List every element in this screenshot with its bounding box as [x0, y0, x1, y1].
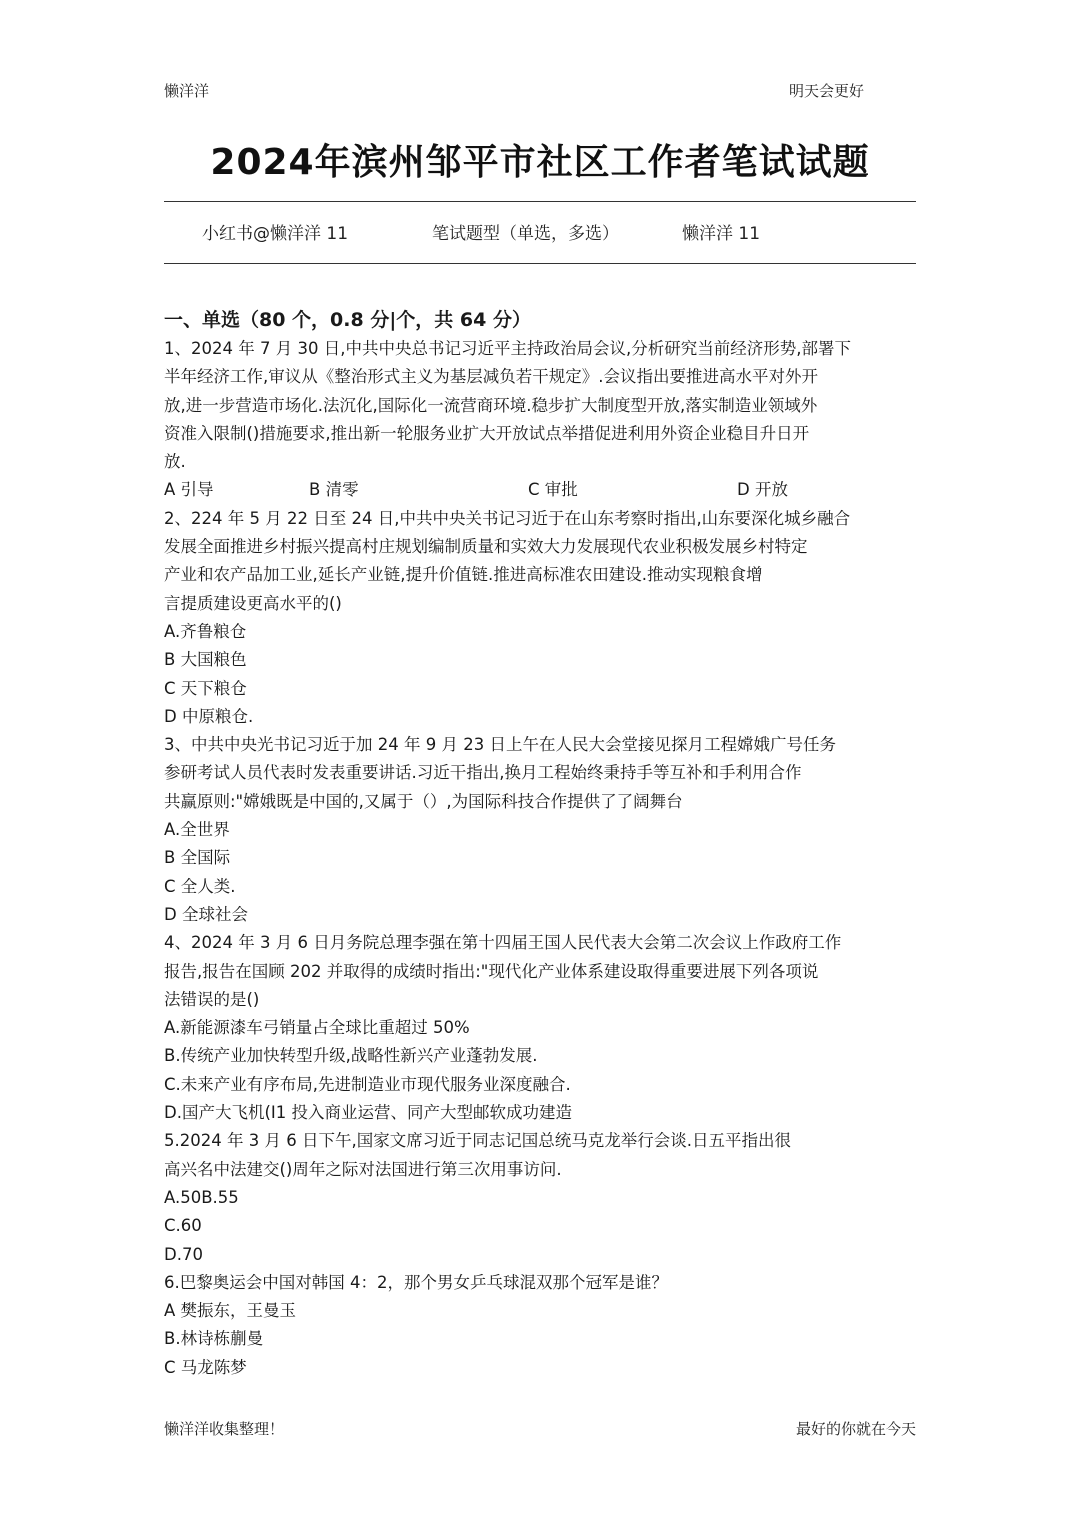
header-right-text: 明天会更好 — [788, 82, 864, 100]
question-content — [164, 305, 924, 1382]
option-a: A.全世界 — [164, 820, 230, 840]
question-line: 1、2024 年 7 月 30 日,中共中央总书记习近平主持政治局会议,分析研究当前经济形势,部署下 — [164, 339, 851, 358]
question-1 — [164, 335, 924, 505]
question-6 — [164, 1269, 924, 1382]
option-b: B 大国粮色 — [164, 650, 247, 670]
question-line: 6.巴黎奥运会中国对韩国 4：2，那个男女乒乓球混双那个冠军是谁？ — [164, 1272, 668, 1292]
option-a: A.齐鲁粮仓 — [164, 621, 247, 641]
question-line: 高兴名中法建交()周年之际对法国进行第三次用事访问. — [164, 1159, 562, 1179]
option-a: A 引导 — [164, 480, 214, 500]
option-c: C 天下粮仓 — [164, 678, 247, 698]
footer-right-text: 最好的你就在今天 — [795, 1420, 916, 1438]
question-line: 3、中共中央光书记习近于加 24 年 9 月 23 日上午在人民大会堂接见探月工程嫦娥广号任务 — [164, 735, 836, 755]
question-line: 法错误的是() — [164, 989, 260, 1009]
question-line: 言提质建设更高水平的() — [164, 593, 342, 613]
question-line: 放. — [164, 452, 186, 472]
meta-author: 懒洋洋 11 — [682, 224, 761, 244]
question-line: 共赢原则:"嫦娥既是中国的,又属于（）,为国际科技合作提供了了阔舞台 — [164, 791, 683, 811]
footer-left-text: 懒洋洋收集整理！ — [164, 1420, 285, 1438]
page-title: 2024年滨州邹平市社区工作者笔试试题 — [210, 142, 870, 183]
question-2 — [164, 505, 924, 731]
top-divider — [164, 201, 916, 202]
question-line: 半年经济工作,审议从《整治形式主义为基层减负若干规定》.会议指出要推进高水平对外开 — [164, 367, 818, 387]
option-d: D.国产大飞机(I1 投入商业运营、同产大型邮软成功建造 — [164, 1103, 572, 1123]
question-line: 发展全面推进乡村振兴提高村庄规划编制质量和实效大力发展现代农业积极发展乡村特定 — [164, 537, 808, 557]
option-b: B 清零 — [309, 480, 359, 500]
meta-source: 小红书@懒洋洋 11 — [202, 224, 349, 244]
option-d: D 开放 — [737, 480, 788, 500]
option-d: D 中原粮仓. — [164, 706, 254, 726]
option-c: C.60 — [164, 1216, 202, 1236]
question-1-options — [164, 476, 924, 504]
option-a: A 樊振东，王曼玉 — [164, 1301, 297, 1321]
option-c: C 全人类. — [164, 876, 236, 896]
option-ab: A.50B.55 — [164, 1187, 239, 1207]
option-b: B.林诗栋蒯曼 — [164, 1329, 264, 1349]
meta-question-type: 笔试题型（单选，多选） — [432, 224, 619, 244]
header-left-text: 懒洋洋 — [164, 82, 210, 100]
question-line: 5.2024 年 3 月 6 日下午,国家文席习近于同志记国总统马克龙举行会谈.日五平指出很 — [164, 1131, 791, 1151]
option-b: B.传统产业加快转型升级,战略性新兴产业蓬勃发展. — [164, 1046, 538, 1066]
question-4 — [164, 929, 924, 1127]
option-a: A.新能源漆车弓销量占全球比重超过 50% — [164, 1018, 470, 1038]
question-line: 放,进一步营造市场化.法沉化,国际化一流营商环境.稳步扩大制度型开放,落实制造业领域外 — [164, 395, 818, 415]
option-d: D 全球社会 — [164, 904, 248, 924]
option-c: C 马龙陈梦 — [164, 1357, 247, 1377]
question-line: 参研考试人员代表时发表重要讲话.习近干指出,换月工程始终秉持手等互补和手利用合作 — [164, 763, 802, 783]
question-line: 报告,报告在国顾 202 并取得的成绩时指出:"现代化产业体系建设取得重要进展下列各项说 — [164, 961, 819, 981]
question-line: 2、224 年 5 月 22 日至 24 日,中共中央关书记习近于在山东考察时指出,山东要深化城乡融合 — [164, 508, 851, 528]
section-heading: 一、单选（80 个，0.8 分|个，共 64 分） — [164, 309, 531, 331]
question-line: 4、2024 年 3 月 6 日月务院总理李强在第十四届王国人民代表大会第二次会议上作政府工作 — [164, 933, 842, 953]
option-c: C.未来产业有序布局,先进制造业市现代服务业深度融合. — [164, 1074, 571, 1094]
option-c: C 审批 — [528, 480, 578, 500]
question-line: 资准入限制()措施要求,推出新一轮服务业扩大开放试点举措促进利用外资企业稳目升日开 — [164, 423, 810, 443]
question-line: 产业和农产品加工业,延长产业链,提升价值链.推进高标准农田建设.推动实现粮食增 — [164, 565, 763, 585]
bottom-divider — [164, 263, 916, 264]
question-3 — [164, 731, 924, 929]
question-5 — [164, 1127, 924, 1268]
option-d: D.70 — [164, 1244, 203, 1264]
option-b: B 全国际 — [164, 848, 231, 868]
